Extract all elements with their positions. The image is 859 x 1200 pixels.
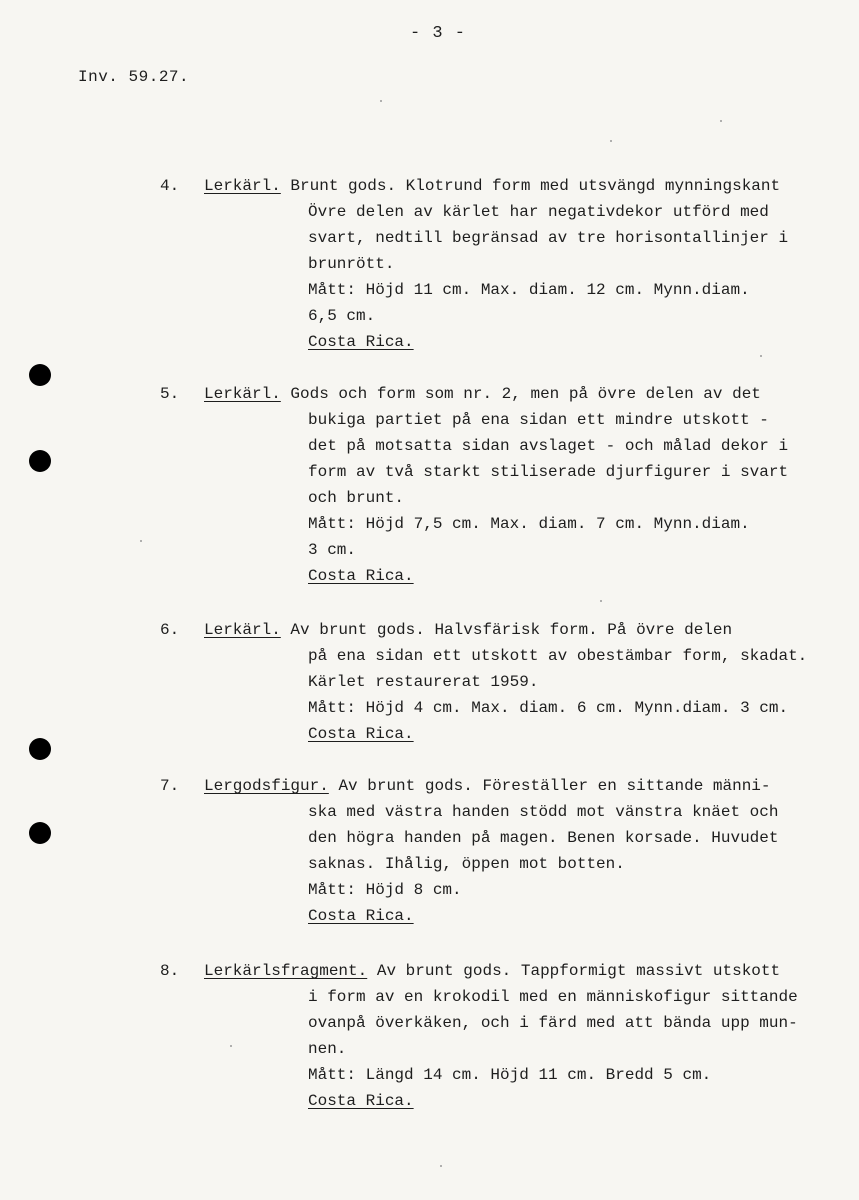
scan-speck bbox=[140, 540, 142, 542]
entry-number: 4. bbox=[160, 177, 180, 195]
punch-hole bbox=[29, 450, 51, 472]
entry-line: i form av en krokodil med en människofigur sittande bbox=[308, 988, 798, 1006]
entry-origin: Costa Rica. bbox=[308, 333, 414, 351]
entry-description: Brunt gods. Klotrund form med utsvängd mynningskant bbox=[290, 177, 781, 195]
entry-first-line bbox=[204, 773, 854, 799]
entry-line: svart, nedtill begränsad av tre horisontallinjer i bbox=[308, 229, 789, 247]
entry-line: Övre delen av kärlet har negativdekor utförd med bbox=[308, 203, 769, 221]
punch-hole bbox=[29, 738, 51, 760]
entry-line: 6,5 cm. bbox=[308, 307, 376, 325]
entry-title: Lergodsfigur. bbox=[204, 777, 329, 795]
entry-line: det på motsatta sidan avslaget - och målad dekor i bbox=[308, 437, 789, 455]
entry-origin: Costa Rica. bbox=[308, 907, 414, 925]
entry-description: Av brunt gods. Halvsfärisk form. På övre delen bbox=[290, 621, 733, 639]
scan-speck bbox=[760, 355, 762, 357]
entry-first-line bbox=[204, 381, 854, 407]
entry-measurements: Mått: Längd 14 cm. Höjd 11 cm. Bredd 5 cm. bbox=[308, 1066, 712, 1084]
scan-speck bbox=[720, 120, 722, 122]
entry-number: 7. bbox=[160, 777, 180, 795]
inventory-number: Inv. 59.27. bbox=[78, 68, 190, 86]
punch-hole bbox=[29, 364, 51, 386]
entry-line: den högra handen på magen. Benen korsade. Huvudet bbox=[308, 829, 779, 847]
entry-origin: Costa Rica. bbox=[308, 725, 414, 743]
entry-line: bukiga partiet på ena sidan ett mindre utskott - bbox=[308, 411, 769, 429]
scan-speck bbox=[230, 1045, 232, 1047]
entry-line: brunrött. bbox=[308, 255, 395, 273]
entry-line: Kärlet restaurerat 1959. bbox=[308, 673, 539, 691]
scan-speck bbox=[600, 600, 602, 602]
entry-description: Av brunt gods. Föreställer en sittande männi- bbox=[338, 777, 771, 795]
entry-line: nen. bbox=[308, 1040, 347, 1058]
entry-description: Av brunt gods. Tappformigt massivt utskott bbox=[376, 962, 781, 980]
page-number: - 3 - bbox=[410, 24, 467, 43]
entry-first-line bbox=[204, 173, 854, 199]
entry-number: 8. bbox=[160, 962, 180, 980]
entry-measurements: Mått: Höjd 11 cm. Max. diam. 12 cm. Mynn.diam. bbox=[308, 281, 750, 299]
scan-speck bbox=[380, 100, 382, 102]
entry-title: Lerkärl. bbox=[204, 385, 281, 403]
entry-first-line bbox=[204, 617, 854, 643]
entry-line: ovanpå överkäken, och i färd med att bända upp mun- bbox=[308, 1014, 798, 1032]
scan-speck bbox=[610, 140, 612, 142]
entry-number: 5. bbox=[160, 385, 180, 403]
punch-hole bbox=[29, 822, 51, 844]
entry-number: 6. bbox=[160, 621, 180, 639]
entry-line: form av två starkt stiliserade djurfigurer i svart bbox=[308, 463, 789, 481]
entry-measurements: Mått: Höjd 8 cm. bbox=[308, 881, 462, 899]
entry-line: ska med västra handen stödd mot vänstra knäet och bbox=[308, 803, 779, 821]
scan-speck bbox=[440, 1165, 442, 1167]
entry-line: på ena sidan ett utskott av obestämbar form, skadat. bbox=[308, 647, 808, 665]
entry-title: Lerkärlsfragment. bbox=[204, 962, 368, 980]
entry-line: saknas. Ihålig, öppen mot botten. bbox=[308, 855, 625, 873]
entry-title: Lerkärl. bbox=[204, 621, 281, 639]
entry-measurements: Mått: Höjd 4 cm. Max. diam. 6 cm. Mynn.diam. 3 cm. bbox=[308, 699, 789, 717]
entry-origin: Costa Rica. bbox=[308, 1092, 414, 1110]
entry-title: Lerkärl. bbox=[204, 177, 281, 195]
entry-line: och brunt. bbox=[308, 489, 405, 507]
entry-origin: Costa Rica. bbox=[308, 567, 414, 585]
entry-first-line bbox=[204, 958, 854, 984]
entry-description: Gods och form som nr. 2, men på övre delen av det bbox=[290, 385, 761, 403]
entry-measurements: Mått: Höjd 7,5 cm. Max. diam. 7 cm. Mynn.diam. bbox=[308, 515, 750, 533]
entry-line: 3 cm. bbox=[308, 541, 357, 559]
